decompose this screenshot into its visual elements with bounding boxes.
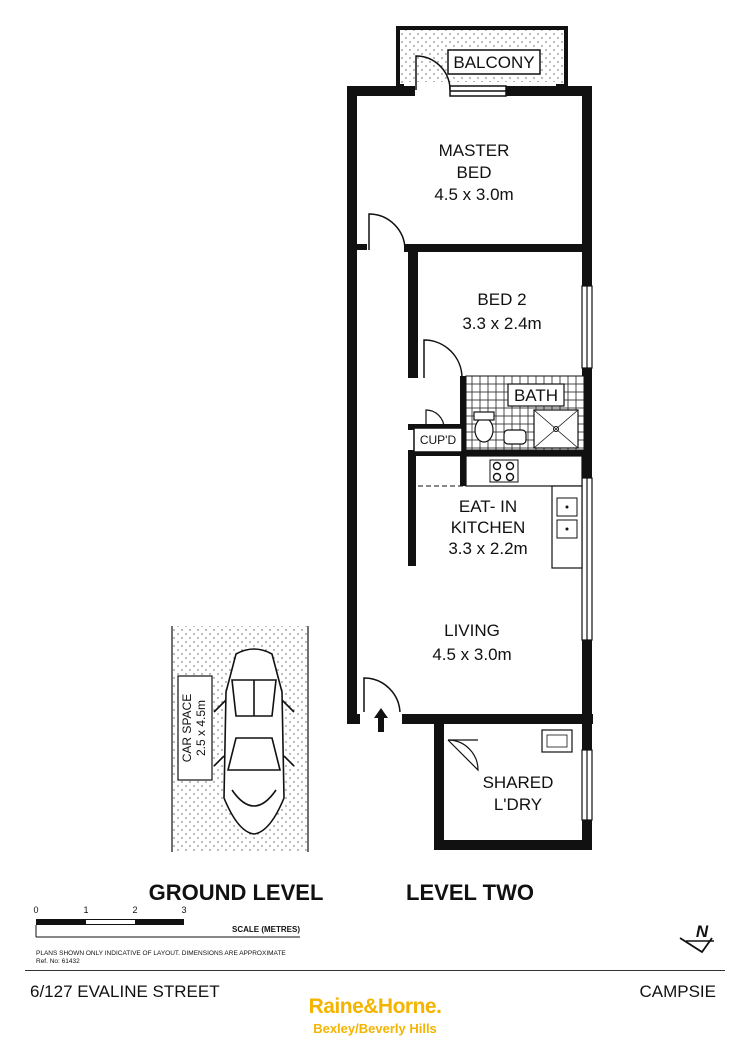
reference-number: Ref. No: 61432 (36, 958, 80, 965)
level-two-heading: LEVEL TWO (406, 880, 534, 905)
bed2-door (424, 340, 462, 378)
scale-tick-2: 2 (132, 905, 138, 915)
living-size: 4.5 x 3.0m (432, 645, 512, 664)
bath-area (466, 376, 584, 450)
scale-bar (33, 905, 300, 965)
agency-name: Raine&Horne. (308, 995, 442, 1018)
basin-icon (504, 430, 526, 444)
north-arrow (680, 922, 714, 952)
kitchen-size: 3.3 x 2.2m (448, 539, 528, 558)
disclaimer: PLANS SHOWN ONLY INDICATIVE OF LAYOUT. DIMENSIONS ARE APPROXIMATE (36, 950, 286, 957)
cupboard-label: CUP'D (419, 433, 457, 447)
master-label-1: MASTER (438, 141, 510, 160)
north-label: N (695, 922, 709, 941)
bed2-size: 3.3 x 2.4m (462, 314, 542, 333)
kitchen-label-2: KITCHEN (450, 518, 526, 537)
living-label: LIVING (444, 621, 500, 640)
bath-label: BATH (513, 386, 559, 405)
footer-divider (25, 970, 725, 971)
property-address: 6/127 EVALINE STREET (30, 982, 220, 1001)
balcony (398, 28, 566, 90)
bed2-label: BED 2 (477, 290, 527, 309)
master-label-2: BED (456, 163, 492, 182)
suburb-name: CAMPSIE (639, 982, 716, 1001)
car-space-size: 2.5 x 4.5m (194, 699, 208, 757)
car-space (172, 626, 308, 852)
master-size: 4.5 x 3.0m (434, 185, 514, 204)
laundry-label-2: L'DRY (493, 795, 543, 814)
car-space-label: CAR SPACE (180, 693, 194, 763)
laundry-label-1: SHARED (482, 773, 554, 792)
balcony-label: BALCONY (453, 53, 535, 72)
scale-tick-1: 1 (83, 905, 89, 915)
scale-tick-3: 3 (181, 905, 187, 915)
agency-office: Bexley/Beverly Hills (313, 1021, 437, 1036)
master-door (369, 214, 405, 250)
scale-tick-0: 0 (33, 905, 39, 915)
entry-door (360, 678, 402, 732)
ground-level-heading: GROUND LEVEL (148, 880, 324, 905)
agency-logo (0, 995, 750, 1036)
kitchen-label-1: EAT- IN (458, 497, 518, 516)
scale-caption: SCALE (METRES) (232, 925, 300, 934)
toilet-icon (475, 418, 493, 442)
cupboard (414, 410, 462, 452)
